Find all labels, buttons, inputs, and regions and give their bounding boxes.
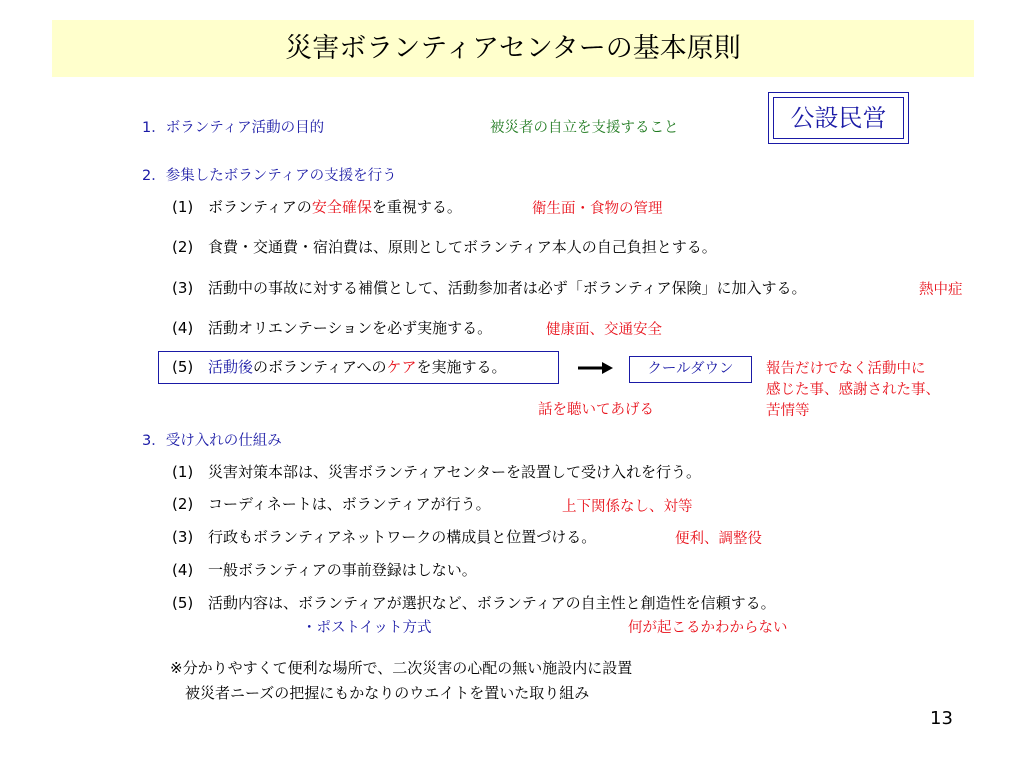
s3-item5-text: 活動内容は、ボランティアが選択など、ボランティアの自主性と創造性を信頼する。 — [208, 594, 776, 612]
section3-heading: 3．受け入れの仕組み — [142, 433, 282, 449]
badge-label: 公設民営 — [773, 97, 904, 139]
s2-item1-text: ボランティアの安全確保を重視する。 — [208, 198, 462, 216]
s2-item1-num: (1) — [172, 198, 194, 216]
s3-item1-num: (1) — [172, 463, 194, 481]
s3-item3-num: (3) — [172, 528, 194, 546]
s3-item4-num: (4) — [172, 561, 194, 579]
s3-item1-text: 災害対策本部は、災害ボランティアセンターを設置して受け入れを行う。 — [208, 463, 702, 481]
section1-heading: 1．ボランティア活動の目的 — [142, 120, 325, 136]
cooldown-box: クールダウン — [629, 356, 752, 383]
s2-item2-text: 食費・交通費・宿泊費は、原則としてボランティア本人の自己負担とする。 — [208, 238, 717, 256]
s2-item3-num: (3) — [172, 279, 194, 297]
slide-title: 災害ボランティアセンターの基本原則 — [285, 33, 741, 64]
s2-item5-num: (5) — [172, 358, 194, 376]
after-activity-highlight: 活動後 — [208, 358, 254, 376]
arrow-right-icon — [578, 359, 614, 377]
s3-item2-note: 上下関係なし、対等 — [562, 499, 693, 515]
s3-item2-text: コーディネートは、ボランティアが行う。 — [208, 495, 491, 513]
section1-note: 被災者の自立を支援すること — [490, 120, 679, 136]
footnote-line1: ※分かりやすくて便利な場所で、二次災害の心配の無い施設内に設置 — [170, 659, 633, 677]
cooldown-note: 報告だけでなく活動中に 感じた事、感謝された事、 苦情等 — [766, 361, 940, 419]
page-number: 13 — [930, 708, 953, 729]
s2-item5-note: 話を聴いてあげる — [538, 402, 654, 418]
s2-item3-note: 熱中症 — [919, 282, 963, 298]
s2-item4-num: (4) — [172, 319, 194, 337]
care-highlight: ケア — [386, 358, 417, 376]
s3-item4-text: 一般ボランティアの事前登録はしない。 — [208, 561, 477, 579]
s3-item3-note: 便利、調整役 — [675, 531, 762, 547]
s2-item4-text: 活動オリエンテーションを必ず実施する。 — [208, 319, 493, 337]
s2-item5-text: 活動後のボランティアへのケアを実施する。 — [208, 358, 507, 376]
public-private-badge — [768, 92, 909, 144]
unpredictable-note: 何が起こるかわからない — [628, 620, 788, 636]
s3-item2-num: (2) — [172, 495, 194, 513]
title-bar — [52, 20, 974, 77]
section2-heading: 2．参集したボランティアの支援を行う — [142, 168, 397, 184]
s2-item2-num: (2) — [172, 238, 194, 256]
s3-item5-num: (5) — [172, 594, 194, 612]
s2-item3-text: 活動中の事故に対する補償として、活動参加者は必ず「ボランティア保険」に加入する。 — [208, 279, 807, 297]
safety-highlight: 安全確保 — [311, 198, 372, 216]
footnote-line2: 被災者ニーズの把握にもかなりのウエイトを置いた取り組み — [185, 684, 590, 702]
s2-item4-note: 健康面、交通安全 — [546, 322, 662, 338]
s2-item1-note: 衛生面・食物の管理 — [532, 201, 663, 217]
post-it-method-note: ・ポストイット方式 — [302, 620, 432, 636]
s3-item3-text: 行政もボランティアネットワークの構成員と位置づける。 — [208, 528, 597, 546]
